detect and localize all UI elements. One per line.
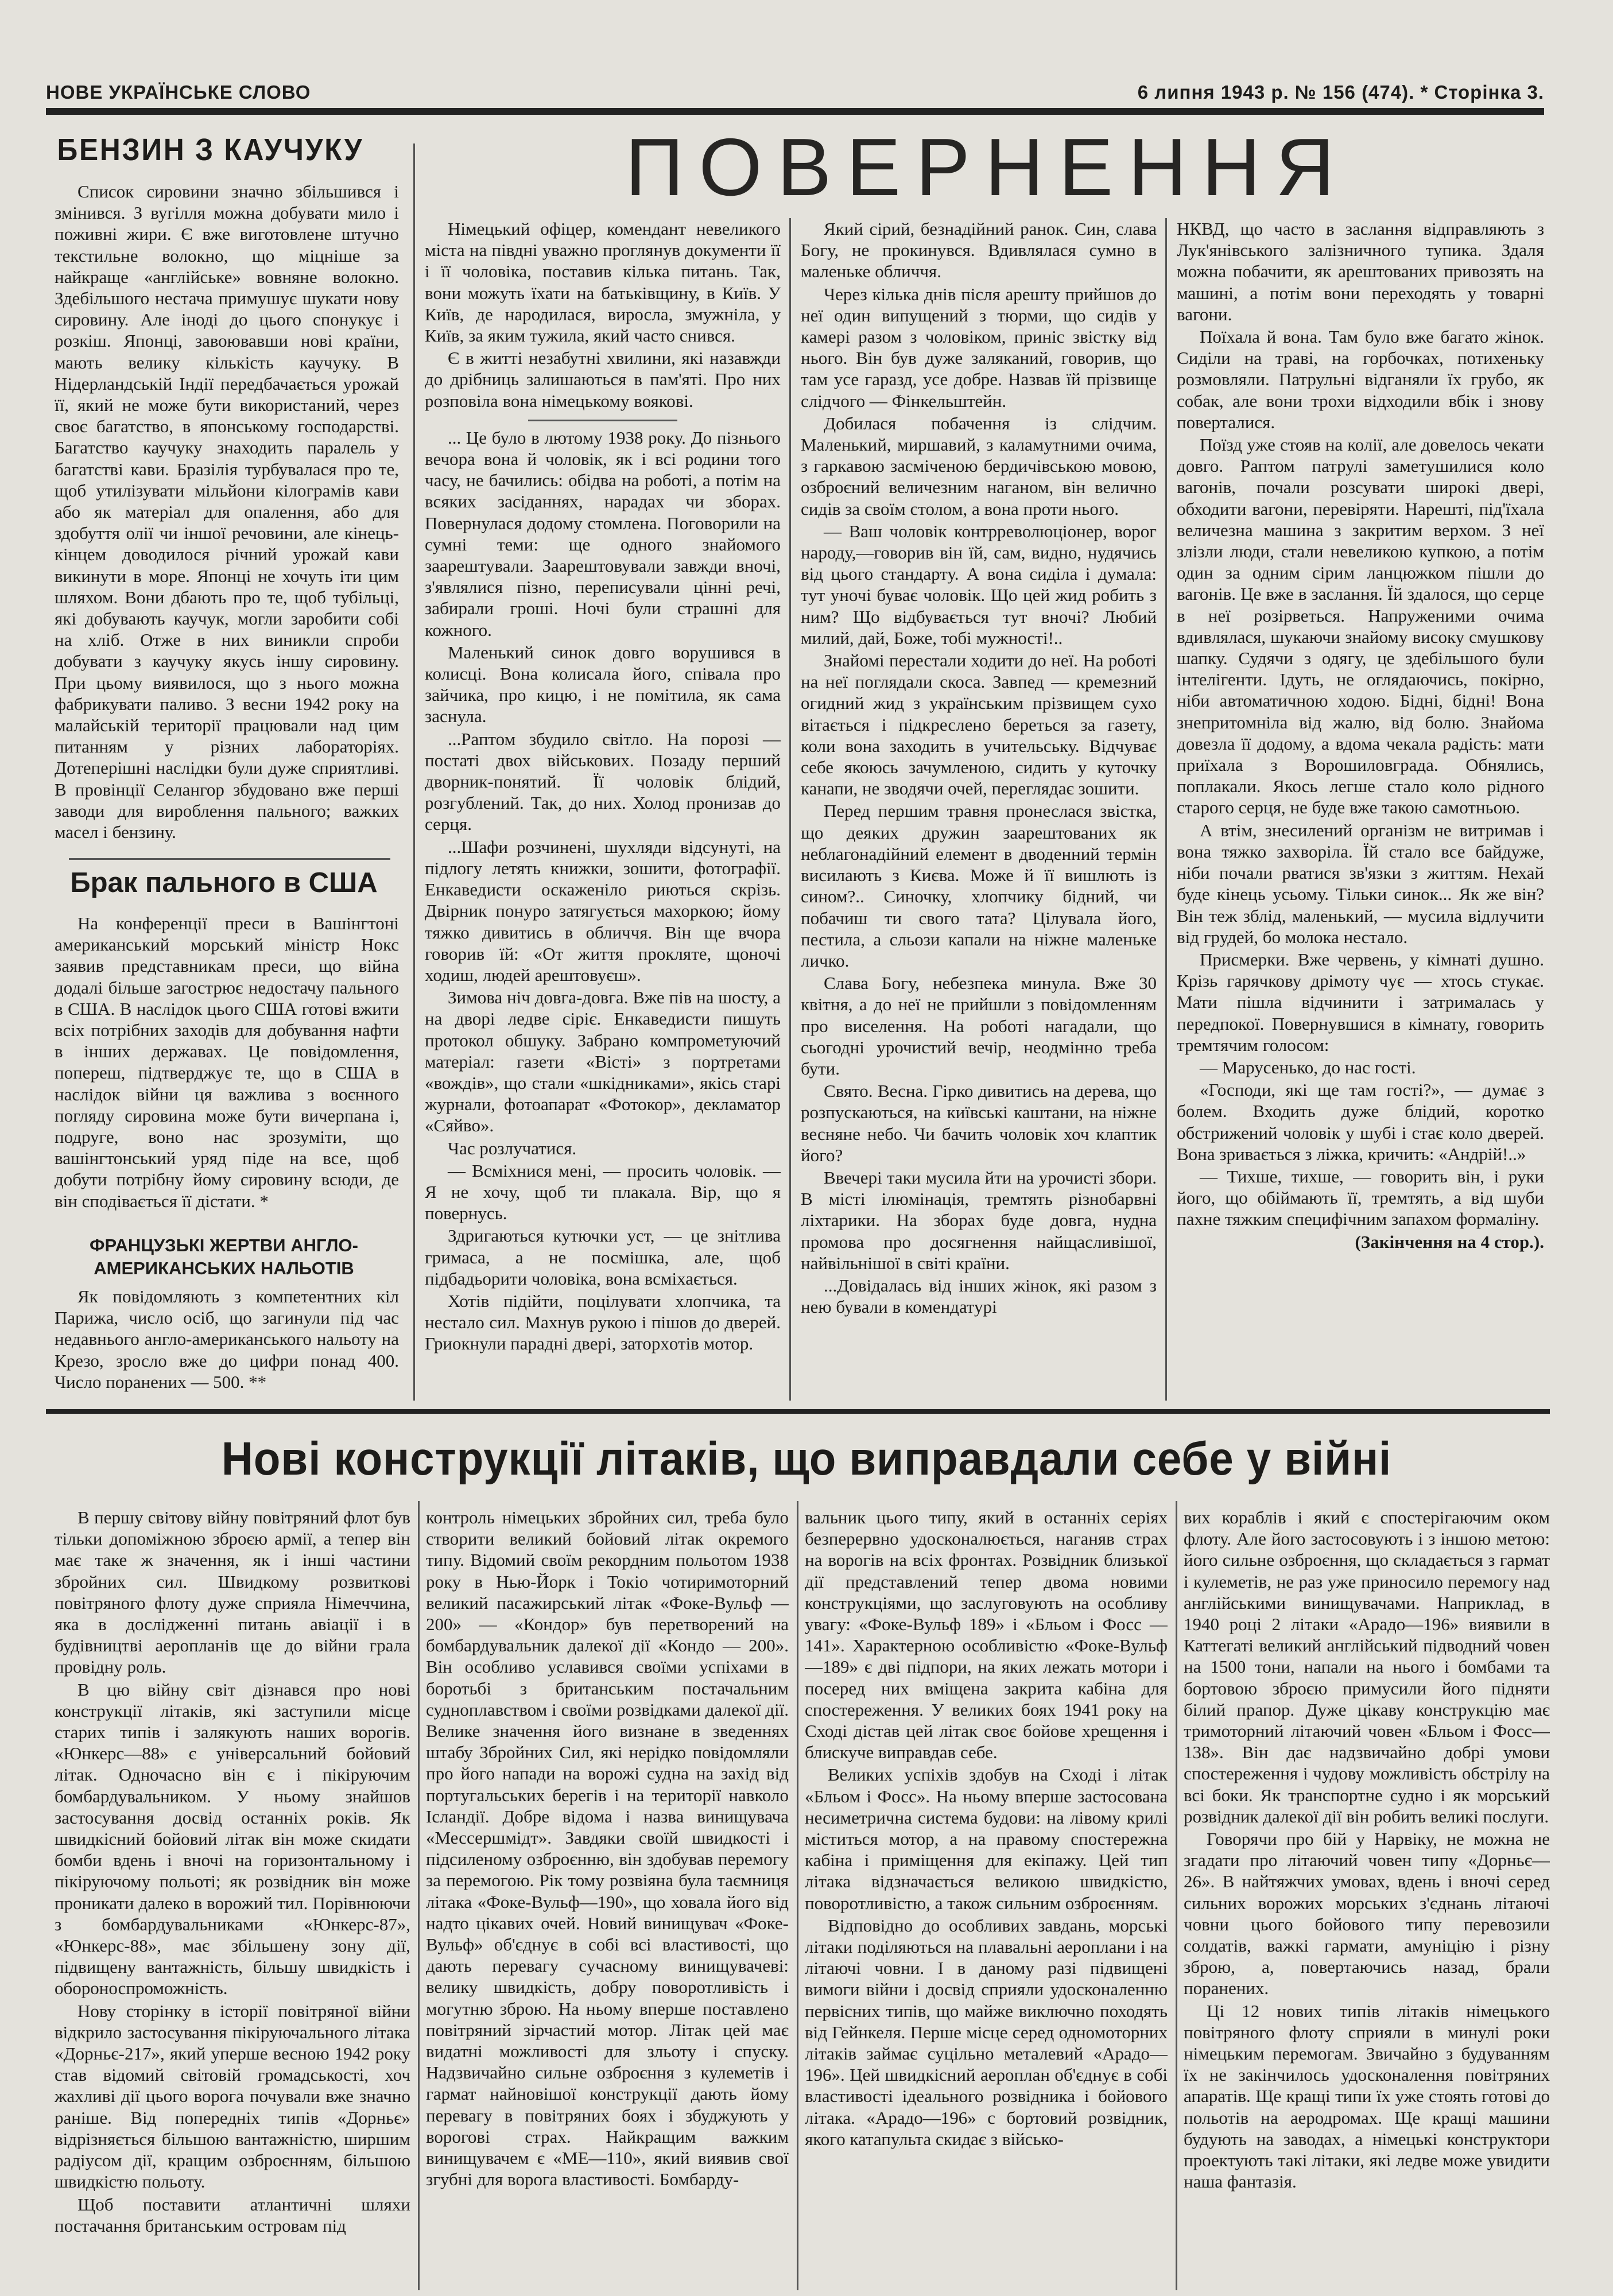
aircraft-paragraph: Говорячи про бій у Нарвіку, не можна не згадати про літаючий човен типу «Дорньє—26». В найтяжчих умовах, вдень і вночі серед сильних ворожих морських з'єднань літаючі човни цього бойового типу перевозили солдатів, важкі гармати, амуніцію і різну зброю, а, повертаючись назад, брали поранених. xyxy=(1184,1829,1550,1999)
benzin-paragraph: Список сировини значно збільшився і змінився. З вугілля можна добувати мило і поживні жири. Є вже виготовлене штучно текстильне волокно, що міцніше за найкраще «англійське» вовняне волокно. Здебільшого нестача примушує шукати нову сировину. Але іноді до цього спонукує і розкіш. Японці, завоювавши нові країни, мають велику кількість каучуку. В Нідерландській Індії передбачається урожай її, який не може бути використаний, через своє багатство, в японському господарстві. Багатство каучуку знаходить паралель у багатстві кави. Бразілія турбувалася про те, щоб утилізувати мільйони кілограмів кави або як матеріал для опалення, або для здобуття олії чи іншої речовини, але кінець-кінцем доводилося річний урожай кави викинути в море. Японці не хочуть іти цим шляхом. Вони дбають про те, щоб тубільці, які добувають каучук, могли заробити собі на хліб. Отже в них виникли спроби добувати з каучуку якусь іншу сировину. При цьому виявилося, що з нього можна фабрикувати паливо. З весни 1942 року на малайській території працювали над цим питанням у різних лабораторіях. Дотеперішні наслідки були дуже сприятливі. В провінції Селангор збудовано вже перші заводи для вироблення пального; важких масел і бензину. xyxy=(55,181,399,843)
story-paragraph: Здригаються кутючки уст, — це знітлива гримаса, а не посмішка, але, щоб підбадьорити чоловіка, вона всміхається. xyxy=(425,1225,781,1289)
aircraft-col-3 xyxy=(805,1507,1168,2293)
story-paragraph: — Тихше, тихше, — говорить він, і руки його, що обіймають її, тремтять, а від шуби пахне тяжким специфічним запахом формаліну. xyxy=(1177,1166,1544,1230)
story-paragraph: Слава Богу, небезпека минула. Вже 30 квітня, а до неї не прийшли з повідомленням про виселення. На роботі нагадали, що сьогодні урочистий вечір, неодмінно треба бути. xyxy=(801,973,1157,1079)
story-divider xyxy=(528,420,677,421)
story-paragraph: «Господи, які ще там гості?», — думає з болем. Входить дуже блідий, коротко обстрижений чоловік у шубі і стає коло дверей. Вона зривається з ліжка, кричить: «Андрій!..» xyxy=(1177,1080,1544,1164)
aircraft-col-1 xyxy=(55,1507,410,2293)
povernennia-col-2 xyxy=(801,218,1157,1401)
story-paragraph: Знайомі перестали ходити до неї. На роботі на неї поглядали скоса. Завпед — кремезний огидний жид з українським прізвищем сухо вітається і підкреслено береться за газету, коли вона заходить в учительську. Відчуває себе якоюсь зачумленою, сидить у куточку канапи, не зводячи очей, переглядає зошити. xyxy=(801,650,1157,799)
rule-story-col2 xyxy=(1165,218,1167,1401)
story-paragraph: Ввечері таки мусила йти на урочисті збори. В місті ілюмінація, тремтять різнобарвні ліхтарики. На зборах буде довга, нудна промова про досягнення найщасливішої, найвільнішої в світі країни. xyxy=(801,1167,1157,1273)
rule-story-col1 xyxy=(789,218,791,1401)
story-paragraph: НКВД, що часто в заслання відправляють з Лук'янівського залізничного тупика. Здаля можна побачити, як арештованих привозять на машині, а потім вони переходять у товарні вагони. xyxy=(1177,219,1544,324)
story-paragraph: ...Довідалась від інших жінок, які разом з нею бували в комендатурі xyxy=(801,1275,1157,1317)
aircraft-paragraph: Щоб поставити атлантичні шляхи постачання британським островам під xyxy=(55,2194,410,2236)
issue-info: 6 липня 1943 р. № 156 (474). * Сторінка 3. xyxy=(1137,82,1544,103)
masthead xyxy=(46,63,1544,115)
paper-name: НОВЕ УКРАЇНСЬКЕ СЛОВО xyxy=(46,82,311,103)
story-paragraph: — Марусенько, до нас гості. xyxy=(1200,1057,1416,1077)
aircraft-paragraph: вих кораблів і який є спостерігаючим оком флоту. Але його застосовують і з іншою метою: його сильне озброєння, що складається з гармат і кулеметів, не раз уже приносило перемогу над англійськими винищувачами. Наприклад, в 1940 році 2 літаки «Арадо—196» виявили в Каттегаті великий англійський підводний човен на 1500 тони, напали на нього і бомбами та бортовою зброєю примусили його підняти білий прапор. Дуже цікаву конструкцію має тримоторний літаючий човен «Бльом і Фосс—138». Він дає надзвичайно добрі умови спостереження і чудову можливість обстрілу на всі боки. Як транспортне судно і як морський розвідник далекої дії він робить великі послуги. xyxy=(1184,1507,1550,1826)
story-paragraph: ...Раптом збудило світло. На порозі — постаті двох військових. Позаду перший дворник-понятий. Її чоловік блідий, розгублений. Так, до них. Холод пронизав до серця. xyxy=(425,728,781,835)
story-paragraph: — Ваш чоловік контрреволюціонер, ворог народу,—говорив він їй, сам, видно, нудячись від цього стандарту. А вона сиділа і думала: тут уночі буває чоловік. Що цей жид робить з ним? Що відбувається тут вночі? Любий милий, дай, Боже, тобі мужності!.. xyxy=(801,521,1157,648)
aircraft-paragraph: вальник цього типу, який в останніх серіях безперервно удосконалюється, наганяв страх на ворогів на всіх фронтах. Розвідник близької дії представлений тепер двома новими конструкціями, що заслуговують на особливу увагу: «Фоке-Вульф 189» і «Бльом і Фосс — 141». Характерною особливістю «Фоке-Вульф—189» є дві підпори, на яких лежать мотори і посеред них вміщена закрита кабіна для спостереження. У великих боях 1941 року на Сході дістав цей літак своє бойове хрещення і блискуче виправдав себе. xyxy=(805,1507,1168,1763)
aircraft-paragraph: контроль німецьких збройних сил, треба було створити великий бойовий літак окремого типу. Відомий своїм рекордним польотом 1938 року в Нью-Йорк і Токіо чотиримоторний великий пасажирський літак «Фоке-Вульф — 200» — «Кондор» був перетворений на бомбардувальник далекої дії «Кондо — 200». Він особливо уславився своїми успіхами в боротьбі з британським постачальним судноплавством і своїми розвідками далекої дії. Велике значення його визнане в зведеннях штабу Збройних Сил, які нерідко повідомляли про його напади на ворожі судна на захід від португальських берегів і на території навколо Ісландії. Добре відома і назва винищувача «Мессершмідт». Завдяки своїй швидкості і підсиленому озброєнню, він здобував перемогу за перемогою. Рік тому розвіяна була таємниця літака «Фоке-Вульф—190», що ховала його від надто цікавих очей. Новий винищувач «Фоке-Вульф» об'єднує в собі всі властивості, що дають перевагу сучасному винищувачеві: велику швидкість, добру поворотливість і могутню зброю. На ньому вперше поставлено повітряний зірчастий мотор. Літак цей має видатні можливості для зльоту і спуску. Надзвичайно сильне озброєння з кулеметів і гармат найновішої конструкції дають йому перевагу в повітряних боях і збуджують у ворогові страх. Найкращим важким винищувачем є «МЕ—110», який виявив свої згубні для ворога властивості. Бомбарду- xyxy=(426,1507,789,2190)
aircraft-headline: Нові конструкції літаків, що виправдали себе у війні xyxy=(221,1433,1392,1485)
rule-air-col2 xyxy=(797,1501,798,2290)
brak-headline: Брак пального в США xyxy=(70,867,378,898)
story-paragraph: — Всміхнися мені, — просить чоловік. — Я не хочу, щоб ти плакала. Вір, що я повернусь. xyxy=(425,1160,781,1224)
rule-left-column xyxy=(413,144,415,1401)
continued-note: (Закінчення на 4 стор.). xyxy=(1355,1231,1544,1252)
rule-benzin-brak xyxy=(69,858,390,860)
story-paragraph: Добилася побачення із слідчим. Маленький, миршавий, з каламутними очима, з гаркавою засміченою бердичівською мовою, озброєний величезним наганом, він велично сидів за своїм столом, а вона проти нього. xyxy=(801,413,1157,519)
aircraft-paragraph: Нову сторінку в історії повітряної війни відкрило застосування пікіруючального літака «Дорньє-217», який уперше весною 1942 року став відомий світовій громадськості, хоч жахливі дії цього ворога почували вже значно раніше. Від попередніх типів «Дорньє» відрізняється більшою вантажністю, ширшим радіусом дії, кращим озброєнням, більшою швидкістю польоту. xyxy=(55,2000,410,2192)
story-paragraph: Присмерки. Вже червень, у кімнаті душно. Крізь гарячкову дрімоту чує — хтось стукає. Мати пішла відчинити і затрималась у передпокої. Повернувшися в кімнату, говорить тремтячим голосом: xyxy=(1177,949,1544,1055)
brak-paragraph: На конференції преси в Вашінгтоні американський морський міністр Нокс заявив представникам преси, що війна додалі більше загострює недостачу пального в США. В наслідок цього США готові вжити всіх потрібних заходів для добування нафти в інших державах. Це повідомлення, попереш, підтверджує те, що в США в наслідок війни ця важлива з воєнного погляду сировина може бути вичерпана і, подруге, воно нас зрозуміти, що вашінгтонський уряд піде на все, щоб добути потрібну йому сировину всюди, де він сподівається її дістати. * xyxy=(55,913,399,1211)
story-paragraph: Є в житті незабутні хвилини, які назавжди до дрібниць залишаються в пам'яті. Про них розповіла вона німецькому воякові. xyxy=(425,348,781,411)
benzin-headline: БЕНЗИН З КАУЧУКУ xyxy=(57,133,364,167)
aircraft-paragraph: В першу світову війну повітряний флот був тільки допоміжною зброєю армії, а тепер він має таке ж значення, як і інші частини збройних сил. Швидкому розвиткові повітряного флоту дуже сприяла Німеччина, яка в дослідженні питань авіації і в будівництві аеропланів ще до війни грала провідну роль. xyxy=(55,1507,410,1677)
rule-air-col3 xyxy=(1176,1501,1177,2290)
povernennia-headline: ПОВЕРНЕННЯ xyxy=(625,122,1350,213)
story-paragraph: Свято. Весна. Гірко дивитись на дерева, що розпускаються, на київські каштани, на ніжне весняне небо. Чи бачить чоловік хоч клаптик його? xyxy=(801,1081,1157,1165)
story-paragraph: Поїзд уже стояв на колії, але довелось чекати довго. Раптом патрулі заметушилися коло вагонів, почали розсувати широкі двері, обходити вагони, перевіряти. Нарешті, під'їхала величезна машина з закритим верхом. З неї злізли люди, стали невеликою купкою, а потім один за одним сірим ланцюжком пішли до вагонів. Це вже в заслання. Їй здалося, що серце в неї розірветься. Напруженими очима вдивлялася, шукаючи знайому високу смушкову шапку. Судячи з одягу, це здебільшого були інтелігенти. Ідуть, не оглядаючись, покірно, ніби автоматичною ходою. Бідні, бідні! Вона знепритомніла від жалю, від болю. Знайома довезла її додому, а вдома чекала радість: мати приїхала з Ворошиловграда. Обнялись, поплакали. Якось легше стало коло рідного старого серця, не буде вже такою самотньою. xyxy=(1177,435,1544,818)
story-paragraph: ... Це було в лютому 1938 року. До пізнього вечора вона й чоловік, як і всі родини того часу, не бачились: обідва на роботі, а потім на всяких засіданнях, нарадах чи зборах. Повернулася додому стомлена. Поговорили на сумні теми: ще одного знайомого заарештували. Заарештовували завжди вночі, з'являлися пізно, переписували цінні речі, забирали гроші. Ночі були страшні для кожного. xyxy=(425,427,781,640)
aircraft-paragraph: В цю війну світ дізнався про нові конструкції літаків, які заступили місце старих типів і залякують наших ворогів. «Юнкерс—88» є універсальний бойовий літак. Одночасно він є і пікіруючим бомбардувальником. У ньому знайшов застосування досвід останніх років. Як швидкісний бойовий літак він може скидати бомби вдень і вночі на горизонтальному і пікіруючому польоті; як розвідник він може проникати далеко в ворожий тил. Порівнюючи з бомбардувальниками «Юнкерс-87», «Юнкерс-88», має збільшену зону дії, підвищену вантажність, більшу швидкість і обороноспроможність. xyxy=(55,1679,410,1999)
brak-article xyxy=(55,913,399,1223)
story-paragraph: Який сірий, безнадійний ранок. Син, слава Богу, не прокинувся. Вдивлялася сумно в маленьке обличчя. xyxy=(801,219,1157,282)
story-paragraph: Час розлучатися. xyxy=(448,1138,577,1158)
story-paragraph: Поїхала й вона. Там було вже багато жінок. Сиділи на траві, на горбочках, потихеньку розмовляли. Патрульні відганяли їх грубо, як собак, але вони трохи відходили вбік і знову поверталися. xyxy=(1177,327,1544,432)
rule-air-col1 xyxy=(418,1501,420,2290)
benzin-article xyxy=(55,181,399,852)
story-paragraph: Перед першим травня пронеслася звістка, що деяких дружин заарештованих як неблагонадійний елемент в дводенний термін висилають з Києва. Може й її вишлють із сином?.. Синочку, хлопчику бідний, чи побачиш ти свого тата? Цілувала його, пестила, а сльози капали на ніжне маленьке личко. xyxy=(801,801,1157,971)
aircraft-col-4 xyxy=(1184,1507,1550,2293)
section-divider xyxy=(46,1409,1550,1414)
povernennia-col-1 xyxy=(425,218,781,1401)
story-paragraph: Маленький синок довго ворушився в колисці. Вона колисала його, співала про зайчика, про кицю, і не помітила, як сама заснула. xyxy=(425,642,781,727)
aircraft-paragraph: Відповідно до особливих завдань, морські літаки поділяються на плавальні аероплани і на літаючі човни. І в даному разі підвищені вимоги війни і досвід сприяли удосконаленню первісних типів, що майже виключно походять від Гейнкеля. Перше місце серед одномоторних літаків займає суцільно металевий «Арадо—196». Цей швидкісний аероплан об'єднує в собі властивості ідеального розвідника і бойового літака. «Арадо—196» с бортовий розвідник, якого катапульта скидає з військо- xyxy=(805,1915,1168,2149)
french-article xyxy=(55,1286,399,1401)
french-paragraph: Як повідомляють з компетентних кіл Парижа, число осіб, що загинули під час недавнього англо-американського нальоту на Крезо, зросло вже до цифри понад 400. Число поранених — 500. ** xyxy=(55,1286,399,1392)
story-paragraph: А втім, знесилений організм не витримав і вона тяжко захворіла. Їй стало все байдуже, ніби почали рватися зв'язки з життям. Нехай буде кінець усьому. Тільки синок... Як же він? Він теж зблід, маленький, — мусила відлучити від грудей, бо молока нестало. xyxy=(1177,820,1544,947)
aircraft-paragraph: Ці 12 нових типів літаків німецького повітряного флоту сприяли в минулі роки німецьким перемогам. Звичайно з будуванням їх не закінчилось удосконалення повітряних апаратів. Ще кращі типи їх уже стоять готові до польотів на аеродромах. Ще кращі машини будують на заводах, а німецькі конструктори проектують такі літаки, які ледве може увидити наша фантазія. xyxy=(1184,2000,1550,2192)
story-paragraph: Зимова ніч довга-довга. Вже пів на шосту, а на дворі ледве сіріє. Енкаведисти пишуть протокол обшуку. Забрано компрометуючий матеріал: газети «Вісті» з портретами «вождів», що стали «шкідниками», якісь старі журнали, фотоапарат «Фотокор», декламатор «Сяйво». xyxy=(425,987,781,1136)
story-paragraph: Через кілька днів після арешту прийшов до неї один випущений з тюрми, що сидів у камері разом з чоловіком, приніс звістку від нього. Він був дуже заляканий, говорив, що там усе гаразд, усе добре. Назвав їй прізвище слідчого — Фінкельштейн. xyxy=(801,284,1157,411)
french-headline: ФРАНЦУЗЬКІ ЖЕРТВИ АНГЛО-АМЕРИКАНСЬКИХ НАЛЬОТІВ xyxy=(90,1235,358,1278)
story-paragraph: Хотів підійти, поцілувати хлопчика, та нестало сил. Махнув рукою і пішов до дверей. Гриокнули парадні двері, затоpxотів мотор. xyxy=(425,1290,781,1354)
story-paragraph: Німецький офіцер, комендант невеликого міста на півдні уважно проглянув документи її і її чоловіка, поставив кілька питань. Так, вони можуть їхати на батьківщину, в Київ. У Київ, де народилася, виросла, змужніла, у Київ, за яким тужила, який часто снився. xyxy=(425,219,781,346)
aircraft-paragraph: Великих успіхів здобув на Сході і літак «Бльом і Фосс». На ньому вперше застосована несиметрична система будови: на лівому крилі міститься мотор, а на правому спостережна кабіна і приміщення для екіпажу. Цей тип літака відзначається великою швидкістю, поворотливістю, а також сильним озброєнням. xyxy=(805,1764,1168,1913)
story-paragraph: ...Шафи розчинені, шухляди відсунуті, на підлогу летять книжки, зошити, фотографії. Енкаведисти оскаженіло риються скрізь. Двірник понуро затягується махоркою; йому тяжко дивитись в обличчя. Він ще вчора говорив їй: «От життя прокляте, щоночі ходиш, людей арештовуєш». xyxy=(425,836,781,985)
aircraft-col-2 xyxy=(426,1507,789,2293)
povernennia-col-3 xyxy=(1177,218,1544,1401)
